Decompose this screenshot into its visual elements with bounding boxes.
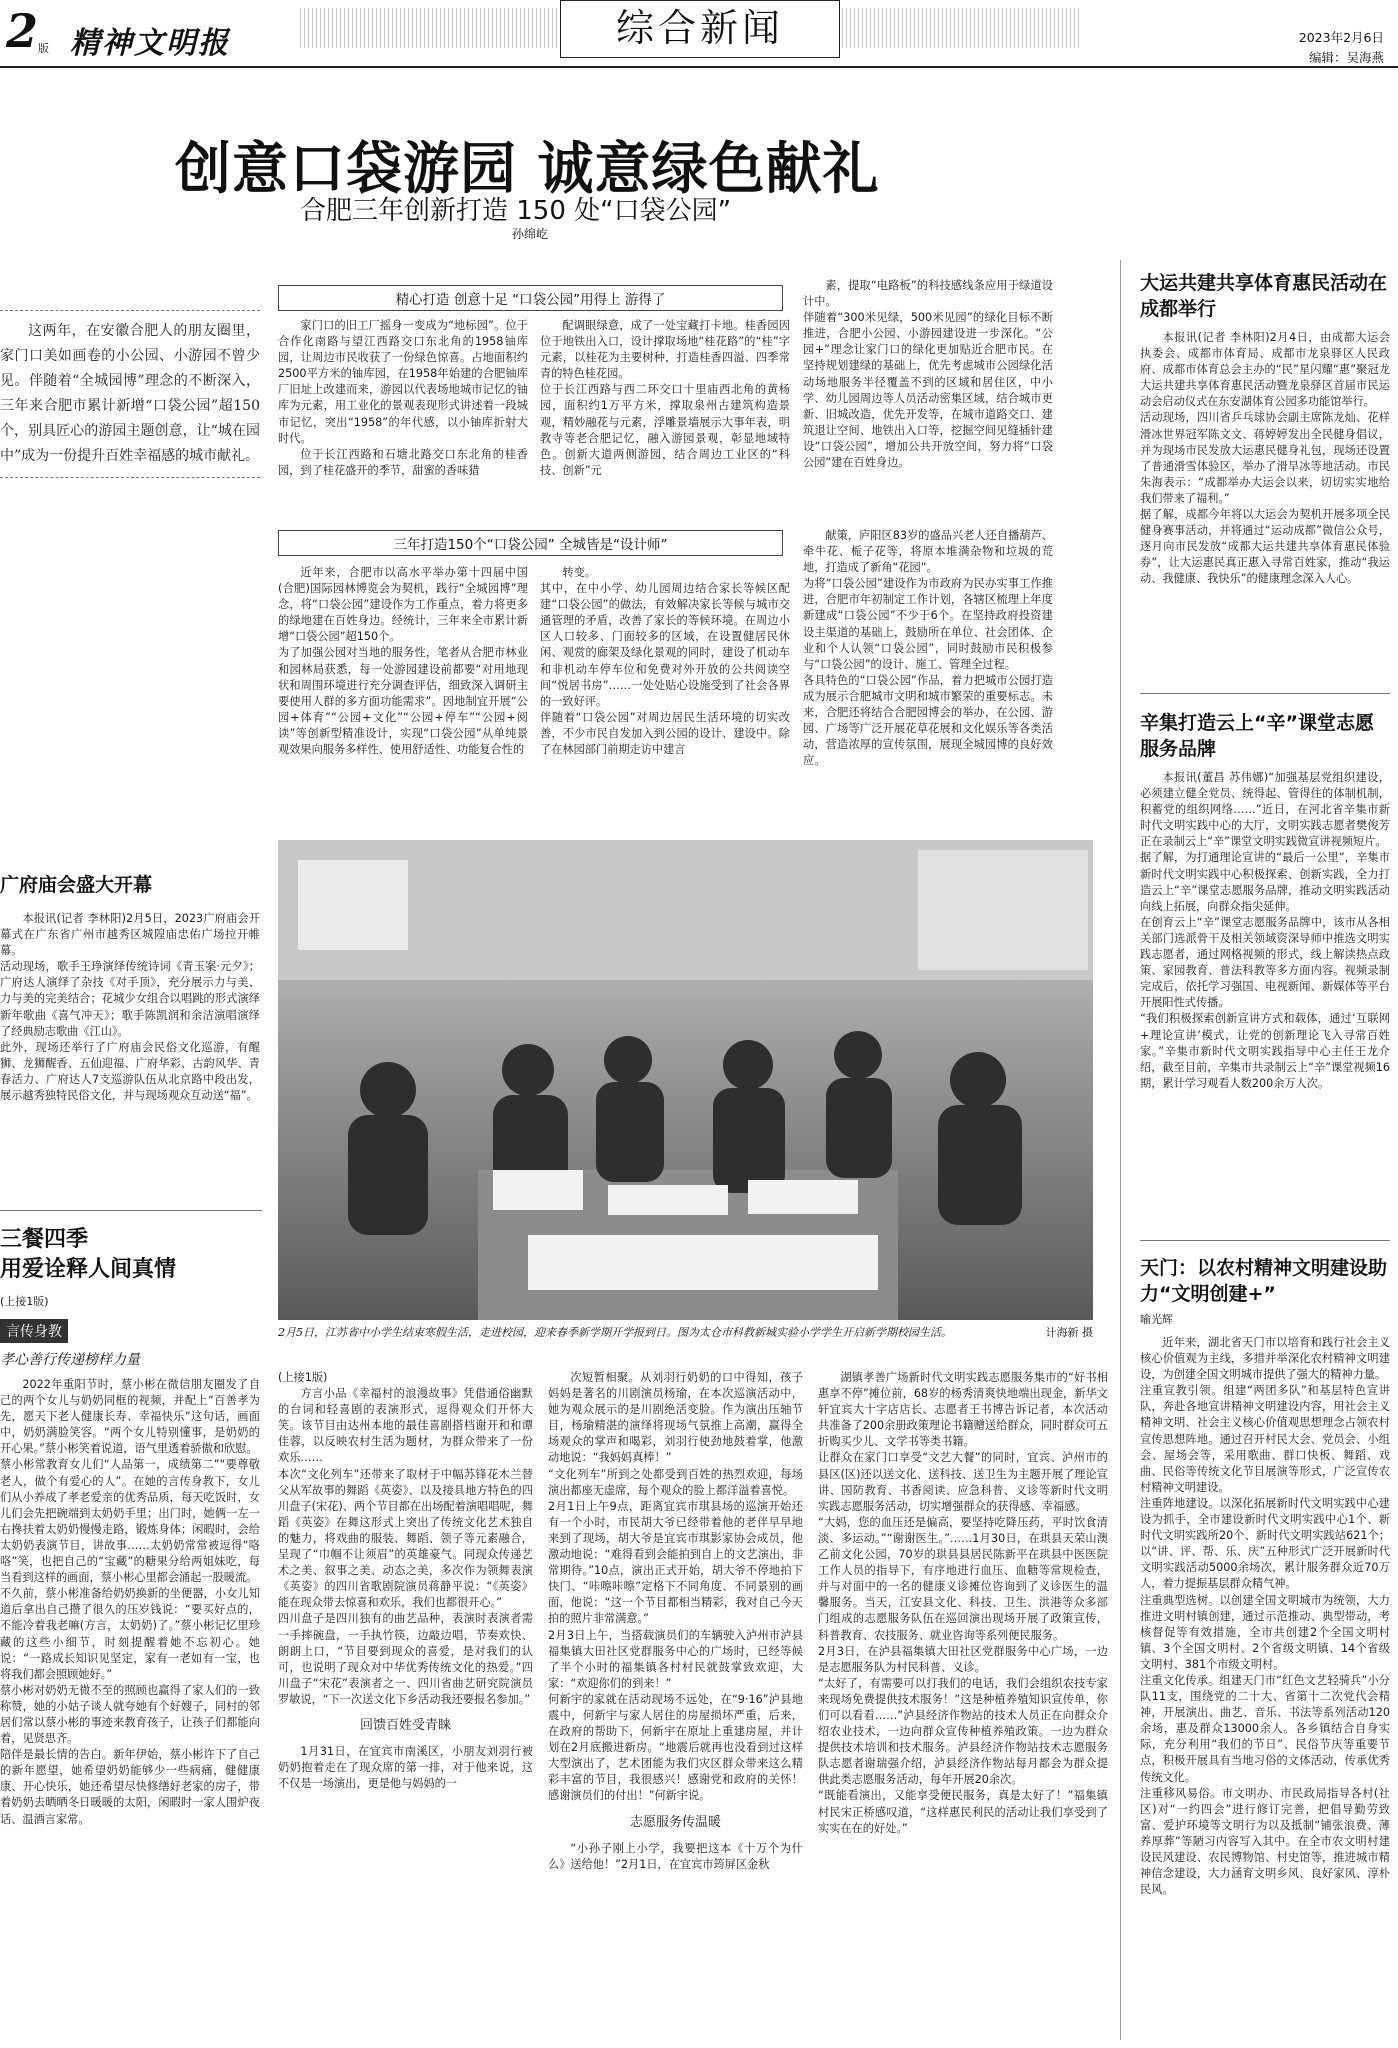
left-article-2 <box>0 1225 260 1828</box>
children-reading-photo <box>278 840 1093 1320</box>
right-article-1-title: 大运共建共享体育惠民活动在成都举行 <box>1140 272 1388 320</box>
lead-subhead: 合肥三年创新打造 150 处“口袋公园” <box>300 196 732 226</box>
masthead <box>0 0 1398 78</box>
right-article-3-byline: 喻光辉 <box>1140 1313 1173 1326</box>
right-rule-1 <box>1140 693 1390 694</box>
right-rule-2 <box>1140 1240 1390 1241</box>
page-number: 2 <box>6 4 39 58</box>
lead-col-3a: 素，提取“电路板”的科技感线条应用于绿道设计中。 伴随着“300米见绿，500米见园”的绿化目标不断推进，合肥小公园、小游园建设进一步深化。“公园+”理念让家门口的绿化更加贴近合肥市民。在坚持规划建绿的基础上，优先考虑城市公园绿化活动场地服务半径覆盖不到的区域和居住区，中小学、幼儿园周边等人员活动密集区域，结合城市更新、旧城改造，优先开发等，在城市道路交口、建筑退让空间、地铁出入口等，挖掘空间见缝插针建设“口袋公园”，增加公共开放空间，努力将“口袋公园”建在百姓身边。 <box>803 279 1053 470</box>
lead-subsection-1: 精心打造 创意十足 “口袋公园”用得上 游得了 <box>278 285 783 311</box>
photo-credit: 计海新 摄 <box>1045 1326 1093 1339</box>
photo-caption <box>278 1325 1093 1341</box>
bottom-col-b-text: 次短暂相聚。从刘羽行奶奶的口中得知，孩子妈妈是著名的川剧演员杨瑜，在本次巡演活动中，她为观众展示的是川剧绝活变脸。作为演出压轴节目，杨瑜精湛的演绎将现场气氛推上高潮，赢得全场观众的掌声和喝彩，刘羽行使劲地鼓着掌，他激动地说：“我妈妈真棒！” “文化列车”所到之处都受到百姓的热烈欢迎，每场演出都座无虚席，每个观众的脸上都洋溢着喜悦。 2月1日上午9点，距离宜宾市琪县场的巡演开始还有一个小时，市民胡大爷已经带着他的老伴早早地来到了现场，胡大爷是宜宾市琪影家协会成员，他激动地说：“难得看到会能拍到自上的文艺演出，非常期待。”10点，演出正式开始，胡大爷不停地拍下快门、“咔嚓咔嚓”定格下不同角度、不同景别的画面，他说：“这一个节目都相当精彩，我对自己今天拍的照片非常满意。” 2月3日上午，当搭载演员们的车辆驶入泸州市泸县福集镇大田社区党群服务中心的广场时，已经等候了半个小时的福集镇各村村民就鼓掌致欢迎，大家：“欢迎你们的到来！” 何新宇的家就在活动现场不远处，在“9·16”泸县地震中，何新宇与家人居住的房屋损坏严重，后来，在政府的帮助下，何新宇在原址上重建房屋，并计划在2月底搬进新房。“地震后就再也没看到过这样大型演出了，艺术团能为我们灾区群众带来这么精彩丰富的节目，我很感兴！感谢党和政府的关怀！感谢演员们的付出！”何新宇说。 <box>548 1371 803 1803</box>
right-article-1-body: 本报讯(记者 李林阳)2月4日，由成都大运会执委会、成都市体育局、成都市龙泉驿区人民政府、成都市体育总会主办的“民”星闪耀“惠”聚冠龙大运共建共享体育惠民活动暨龙泉驿区首届市民运动会启动仪式在东安湖体育公园多功能馆举行。 活动现场，四川省乒乓球协会副主席陈龙灿、花样滑冰世界冠军陈文文、蒋婷婷发出全民健身倡议，并为现场市民发放大运惠民健身礼包，现场还设置了普通滑雪体验区，举办了滑旱冰等地活动。市民朱海表示：“成都举办大运会以来，切切实实地给我们带来了福利。” 据了解，成都今年将以大运会为契机开展多项全民健身赛事活动，并将通过“运动成都”微信公众号，逐月向市民发放“成都大运共建共享体育惠民体验券”，让大运惠民真正惠入寻常百姓家，推动“我运动、我健康、我快乐”的健康理念深入人心。 <box>1140 331 1390 586</box>
bottom-col-b <box>548 1370 803 1873</box>
section-banner <box>560 0 840 58</box>
right-article-3-title: 天门：以农村精神文明建设助力“文明创建+” <box>1140 1257 1388 1305</box>
lead-summary <box>0 310 260 478</box>
lead-col-1b: 近年来，合肥市以高水平举办第十四届中国(合肥)国际园林博览会为契机，践行“全城园博”理念，将“口袋公园”建设作为工作重点，着力将更多的绿地建在百姓身边。经统计，三年来全市累计新增“口袋公园”超150个。 为了加强公园对当地的服务性，笔者从合肥市林业和园林局获悉，每一处游园建设前都要“对用地现状和周围环境进行充分调查评估，细致深入调研主要使用人群的多方面功能需求”。因地制宜开展“公园+体育”“公园+文化”“公园+停车”“公园+阅读”等创新型精准设计，实现“口袋公园”从单纯景观效果向服务多样性、使用舒适性、功能复合性的 <box>278 566 528 757</box>
left-article-2-tag: 言传身教 <box>0 1319 68 1343</box>
right-article-2 <box>1140 710 1390 1092</box>
lead-subsection-2: 三年打造150个“口袋公园” 全城皆是“设计师” <box>278 530 783 556</box>
editor: 编辑：吴海燕 <box>1308 50 1384 65</box>
left-article-1-title: 广府庙会盛大开幕 <box>0 874 153 896</box>
header-stripe-right <box>842 8 1082 48</box>
right-article-2-title: 辛集打造云上“辛”课堂志愿服务品牌 <box>1140 712 1374 760</box>
lead-col-1a: 家门口的旧工厂摇身一变成为“地标园”。位于合作化南路与望江西路交口东北角的1958铀库园，让周边市民收获了一份绿色惊喜。占地面积约2500平方米的铀库园，在1958年始建的合肥铀库厂旧址上改建而来，游园以代表场地城市记忆的铀库为元素，用工业化的景观表现形式讲述着一段城市记忆，突出“1958”的年代感，以小铀库折射大时代。 位于长江西路和石塘北路交口东北角的桂香园，到了桂花盛开的季节，甜蜜的香味猎 <box>278 319 528 477</box>
photo-caption-text: 2月5日，江苏省中小学生结束寒假生活，走进校园，迎来春季新学期开学报到日。图为太仓市科教新城实验小学学生开启新学期校园生活。 <box>278 1326 952 1339</box>
left-article-2-body: 2022年重阳节时，蔡小彬在微信朋友圈发了自己的两个女儿与奶奶同框的视频，并配上“百善孝为先，愿天下老人健康长寿、幸福快乐”这句话，画面中，奶奶满脸笑容。“两个女儿特别懂事，是奶奶的开心果。”蔡小彬笑着说道，语气里透着骄傲和欣慰。 蔡小彬常教育女儿们“人品第一，成绩第二”“要尊敬老人，做个有爱心的人”。在她的言传身教下，女儿们从小养成了孝老爱亲的优秀品质，每天吃饭时，女儿们会先把碗端到太奶奶手里；出门时，她俩一左一右搀扶着太奶奶慢慢走路，锻炼身体；闲暇时，会给太奶奶表演节目，讲故事……太奶奶常常被逗得“咯咯”笑，也把自己的“宝藏”的糖果分给两姐妹吃，每当看到这样的画面，蔡小彬心里都会涌起一股暖流。 不久前，蔡小彬准备给奶奶换新的坐便器，小女儿知道后拿出自己攒了很久的压岁钱说：“要买好点的，不能冷着我老嘛(方言，太奶奶)了。”蔡小彬记忆里珍藏的这些小细节，时刻提醒着她不忘初心。她说：“一路成长知识见坚定，家有一老如有一宝，也将我们都会照顾她好。” 蔡小彬对奶奶无微不至的照顾也赢得了家人们的一致称赞，她的小姑子谈人就夸她有个好嫂子，同村的邻居们常以蔡小彬的事迹来教育孩子，让孩子们都能向着，见贤思齐。 陪伴是最长情的告白。新年伊始，蔡小彬许下了自己的新年愿望，她希望奶奶能够少一些病痛，健健康康、开心快乐，她还希望尽快修缮好老家的房子，带着奶奶去晒晒冬日暖暖的太阳，闲暇时一家人围炉夜话、温酒言家常。 <box>0 1378 260 1826</box>
lead-headline: 创意口袋游园 诚意绿色献礼 <box>175 137 880 202</box>
bottom-col-a2-text: 1月31日，在宜宾市南溪区，小朋友刘羽行被奶奶抱着走在了现众席的第一排，对于他来说，这不仅是一场演出，更是他与妈妈的一 <box>278 1745 533 1791</box>
right-article-3 <box>1140 1255 1390 1898</box>
news-photo <box>278 840 1093 1320</box>
left-rule-1 <box>0 1210 262 1211</box>
lead-author: 孙绵屹 <box>512 227 549 241</box>
section-title: 综合新闻 <box>615 6 784 50</box>
bottom-col-a-text: 方言小品《幸福村的浪漫故事》凭借通俗幽默的台词和轻喜剧的表演形式，逗得观众们开怀大笑。该节目由达州本地的最佳喜剧搭档谢开和和谭佳蓉，以反映农村生活为题材，为群众带来了一份欢乐…… 本次“文化列车”还带来了取材于中幅苏锋花木兰替父从军故事的舞蹈《英姿》、以及接具地方特色的四川盘子(宋花)、两个节目都在出场配着演唱唱呢，舞蹈《英姿》在舞这形式上突出了传统文化艺术独自的魅力，将戏曲的服装、舞蹈、领子等元素融合，呈现了“巾帼不让须眉”的英雄豪气。同现众传递艺术之美、叙事之美、动态之美，多次作为领舞表演《英姿》的四川省歌剧院演员蒋静平说：“《英姿》能在现众带去惊喜和欢乐，我们也都很开心。” 四川盘子是四川独有的曲艺品种，表演时表演者需一手摔碗盘，一手执竹筷，边敲边唱，节奏欢快、朗朗上口，“节目要到现众的喜爱，是对我们的认可，也说明了现众对中华优秀传统文化的热爱。”四川盘子“宋花”表演者之一、四川省曲艺研究院演员罗敏说，“下一次送文化下乡活动我还要报名参加。” <box>278 1387 533 1706</box>
right-article-2-body: 本报讯(董昌 苏伟娜)“加强基层党组织建设，必须建立健全党员、统得起、管得住的体制机制，积蓄党的组织网络……”近日，在河北省辛集市新时代文明实践中心的大厅，文明实践志愿者樊俊芳正在录制云上“辛”课堂文明实践微宣讲视频短片。 据了解，为打通理论宣讲的“最后一公里”，辛集市新时代文明实践中心积极探索、创新实践，全力打造云上“辛”课堂志愿服务品牌，推动文明实践活动向线上拓展，向群众指尖延伸。 在创育云上“辛”课堂志愿服务品牌中，该市从各相关部门选派骨干及相关领域资深导师中推选文明实践志愿者，通过网格视频的形式，线上解读热点政策、家园教育、普法科教等多方面内容。视频录制完成后，依托学习强国、电视新闻、新媒体等平台开展阳性式传播。 “我们积极探索创新宣讲方式和载体，通过‘互联网+理论宣讲’模式，让党的创新理论飞入寻常百姓家。”辛集市新时代文明实践指导中心主任王龙介绍，截至目前，辛集市共录制云上“辛”课堂视频16期，累计学习观看人数200余万人次。 <box>1140 771 1390 1090</box>
left-article-2-tagline: 孝心善行传递榜样力量 <box>0 1352 140 1368</box>
bottom-col-c: 湖镇孝善广场新时代文明实践志愿服务集市的“好书相惠享不停”摊位前，68岁的杨秀清爽快地端出现金，新华文轩宜宾大十字店店长、志愿者王书博告诉记者，本次活动共准备了200余册政策理论书籍赠送给群众，同时群众可五折购买少儿、文学书等类书籍。 让群众在家门口享受“文艺大餐”的同时，宜宾、泸州市的县区(区)还以送文化、送科技、送卫生为主题开展了理论宣讲、国防教育、书香阅读、应急科普、义诊等新时代文明实践志愿服务活动，切实增强群众的获得感、幸福感。 “大妈，您的血压还是偏高，要坚持吃降压药，平时饮食清淡、多运动。”“谢谢医生。”……1月30日，在珙县天荣山澳乙前文化公园，70岁的珙县县居民陈新平在珙县中医医院工作人员的指导下，有序地进行血压、血糖等常规检查，并与对面中的一名的健康义诊摊位咨询到了义诊医生的温馨服务。当天，江安县文化、科技、卫生、洪港等众多部门组成的志愿服务队伍在巡回演出现场开展了政策宣传，科普教育、农技服务、就业咨询等系列便民服务。 2月3日，在泸县福集镇大田社区党群服务中心广场，一边是志愿服务队为村民科普、义诊。 “太好了，有需要可以打我们的电话，我们会组织农技专家来现场免费提供技术服务！”这是种植养殖知识宣传单，你们可以看看……”泸县经济作物站的技术人员正在向群众介绍农业技术，一边向群众宣传种植养殖政策。一边为群众提供技术培训和技术服务。泸县经济作物站技术志愿服务队志愿者谢瑞强介绍，泸县经济作物站每月都会为群众提供此类志愿服务活动，每年开展20余次。 “既能看演出，又能享受便民服务，真是太好了！”福集镇村民宋正桥感叹道，“这样惠民利民的活动让我们享受到了实实在在的好处。” <box>818 1371 1108 1835</box>
masthead-rule <box>0 66 1398 68</box>
right-article-3-body: 近年来，湖北省天门市以培育和践行社会主义核心价值观为主线，多措并举深化农村精神文明建设，为创建全国文明城市提供了强大的精神力量。 注重宣教引领。组建“两团多队”和基层特色宣讲队，奔赴各地宣讲精神文明建设内容，用社会主义精神文明、社会主义核心价值观思想理念占领农村宣传思想阵地。通过召开村民大会、党员会、小组会、屋场会等，采用歌曲、群口快板、舞蹈、戏曲、民俗等传统文化节目展演等形式，广泛宣传农村精神文明建设。 注重阵地建设。以深化拓展新时代文明实践中心建设为抓手，全市建设新时代文明实践中心1个、新时代文明实践所20个、新时代文明实践站621个；以“讲、评、帮、乐、庆”五种形式广泛开展新时代文明实践活动5000余场次，累计服务群众近70万人，着力提振基层群众精气神。 注重典型选树。以创建全国文明城市为统领，大力推进文明村镇创建，通过示范推动、典型带动，考核督促等有效措施，全市共创建2个全国文明村镇、3个全国文明村、2个省级文明镇、14个省级文明村、381个市级文明村。 注重文化传承。组建天门市“红色文艺轻骑兵”小分队11支，围绕党的二十大、省第十二次党代会精神，开展演出、曲艺、音乐、书法等系列活动120余场，惠及群众13000余人。各乡镇结合自身实际，充分利用“我们的节日”、民俗节庆等重要节点，积极开展具有当地习俗的文体活动，传承优秀传统文化。 注重移风易俗。市文明办、市民政局指导各村(社区)对“一约四会”进行修订完善，把倡导勤劳致富、爱护环境等文明行为以及抵制“铺张浪费、薄养厚葬”等陋习内容写入其中。在全市农文明村建设民风建设、农民博物馆、村史馆等，推进城市精神信念建设，大力涵育文明乡风、良好家风、淳朴民风。 <box>1140 1336 1390 1897</box>
bottom-subhead-1: 回馈百姓受青睐 <box>359 1717 451 1733</box>
paper-name: 精神文明报 <box>70 26 230 61</box>
right-article-1 <box>1140 270 1390 588</box>
left-article-1-body: 本报讯(记者 李林阳)2月5日，2023广府庙会开幕式在广东省广州市越秀区城隍庙忠佑广场拉开帷幕。 活动现场，歌手王琤演绎传统诗词《青玉案·元夕》；广府达人演绎了杂技《对手顶》，充分展示力与美、力与美的完美结合；花城少女组合以唱跳的形式演绎新年歌曲《喜气冲天》；歌手陈凯润和余洁演唱演绎了经典励志歌曲《江山》。 此外，现场还举行了广府庙会民俗文化巡游，有醒狮、龙狮醒香、五仙迎福、广府华彩、古韵风华、青春活力、广府达人7支巡游队伍从北京路中段出发，展示越秀独特民俗文化，并与现场观众互动送“福”。 <box>0 912 260 1103</box>
lead-summary-text: 这两年，在安徽合肥人的朋友圈里，家门口美如画卷的小公园、小游园不曾少见。伴随着“全城园博”理念的不断深入，三年来合肥市累计新增“口袋公园”超150个，别具匠心的游园主题创意，让“城在园中”成为一份提升百姓幸福感的城市献礼。 <box>0 323 260 464</box>
issue-date: 2023年2月6日 <box>1298 30 1384 45</box>
header-stripe-left <box>300 8 558 48</box>
left-article-2-note: (上接1版) <box>0 1295 49 1308</box>
vertical-rule-right <box>1120 260 1121 2040</box>
bottom-subhead-2: 志愿服务传温暖 <box>629 1814 721 1830</box>
lead-col-2a: 配调眼绿意，成了一处宝藏打卡地。桂香园因位于地铁出入口，设计撑取场地“桂花路”的“桂”字元素，以桂花为主要树种，打造桂香四溢、四季常青的特色桂花园。 位于长江西路与西二环交口十里庙西北角的黄杨园，面积约1万平方米，撑取泉州古建筑构造景观，精妙融花与元素，浮雕景墙展示大事年表，明教寺等老合肥记忆，融入游园景观，彰显地域特色。创新大道两侧游园，结合周边工业区的“科技、创新”元 <box>540 319 790 477</box>
left-article-2-title: 三餐四季 用爱诠释人间真情 <box>0 1227 177 1282</box>
bottom-note: (上接1版) <box>278 1371 328 1384</box>
page-suffix: 版 <box>38 42 49 55</box>
bottom-col-a <box>278 1370 533 1792</box>
bottom-col-b2-text: “小孙子刚上小学，我要把这本《十万个为什么》送给他！”2月1日，在宜宾市筠屏区金秋 <box>548 1841 803 1871</box>
lead-col-2b: 转变。 其中，在中小学、幼儿园周边结合家长等候区配建“口袋公园”的做法，有效解决家长等候与城市交通管理的矛盾，改善了家长的等候环境。在周边小区人口较多、门面较多的区域，在设置健居民休闲、观赏的廊架及绿化景观的同时，建设了机动车和非机动车停车位和免费对外开放的公共阅读空间“悦居书房”……一处处贴心设施受到了社会各界的一致好评。 伴随着“口袋公园”对周边居民生活环境的切实改善，不少市民自发加入到公园的设计、建设中。除了在林园部门前期走访中建言 <box>540 566 790 757</box>
left-article-1 <box>0 870 260 1104</box>
lead-col-3b: 献策，庐阳区83岁的盛品兴老人还自播葫芦、牵牛花、栀子花等，将原本堆满杂物和垃圾的荒地，打造成了新角“花园”。 为将“口袋公园”建设作为市政府为民办实事工作推进，合肥市年初制定工作计划，各辖区梳理上年度新建成“口袋公园”不少于6个。在坚持政府投资建设主渠道的基础上，鼓励所在单位、社会团体、企业和个人认领“口袋公园”，同时鼓励市民积极参与“口袋公园”的设计、施工、管理全过程。 各具特色的“口袋公园”作品，着力把城市公园打造成为展示合肥城市文明和城市繁荣的重要标志。未来，合肥还将结合合肥园博会的举办，在公园、游园、广场等广泛开展花草花展和文化娱乐等各类活动，营造浓厚的宣传氛围，展现全城园博的良好效应。 <box>803 529 1053 768</box>
